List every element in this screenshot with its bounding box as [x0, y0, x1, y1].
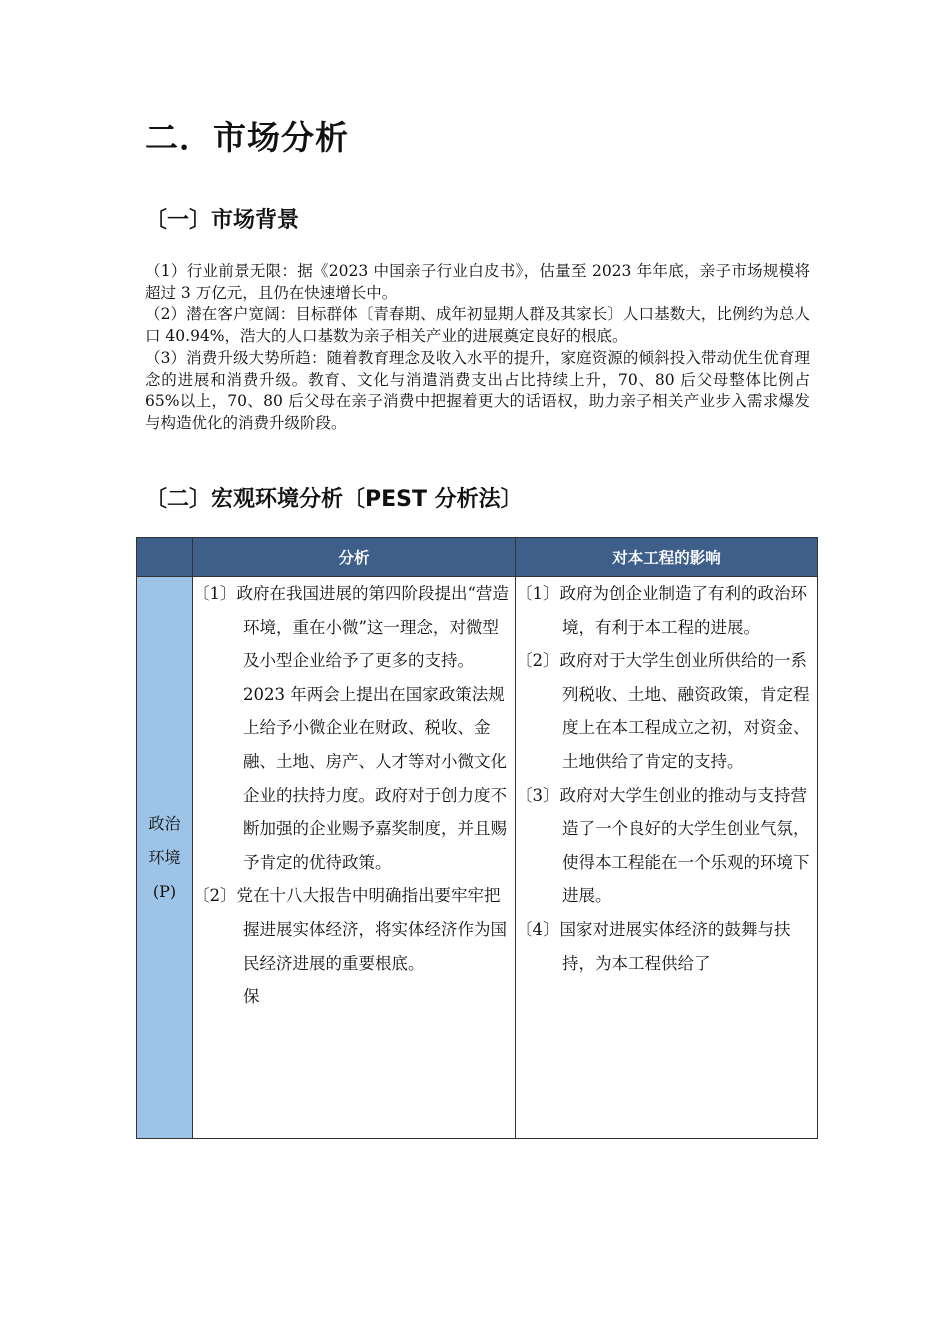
- market-background-body: [145, 261, 810, 435]
- row-label-political: [137, 577, 193, 1139]
- impact-item: 〔3〕政府对大学生创业的推动与支持营造了一个良好的大学生创业气氛，使得本工程能在一个乐观的环境下进展。: [516, 785, 810, 906]
- analysis-item: 保: [243, 987, 260, 1007]
- section-title: 二．市场分析: [145, 118, 349, 157]
- pest-table: [136, 537, 818, 1139]
- table-row: [137, 577, 818, 1139]
- impact-item: 〔4〕国家对进展实体经济的鼓舞与扶持，为本工程供给了: [516, 919, 791, 973]
- row-label-line: 环境: [148, 847, 181, 867]
- impact-cell: [516, 577, 818, 1139]
- header-analysis: 分析: [193, 538, 516, 577]
- paragraph-potential-customers: （2）潜在客户宽阔：目标群体〔青春期、成年初显期人群及其家长〕人口基数大，比例约为总人口 40.94%，浩大的人口基数为亲子相关产业的进展奠定良好的根底。: [145, 305, 810, 346]
- row-label-line: 政治: [148, 813, 181, 833]
- impact-item: 〔1〕政府为创企业制造了有利的政治环境，有利于本工程的进展。: [516, 584, 807, 637]
- header-impact: 对本工程的影响: [516, 538, 818, 577]
- row-label-line: (P): [152, 881, 177, 901]
- table-header-row: [137, 538, 818, 577]
- header-blank-cell: [137, 538, 193, 577]
- pest-analysis-heading: 〔二〕宏观环境分析〔PEST 分析法〕: [145, 487, 523, 512]
- paragraph-industry-outlook: （1）行业前景无限：据《2023 中国亲子行业白皮书》，估量至 2023 年年底，亲子市场规模将超过 3 万亿元，且仍在快速增长中。: [145, 262, 810, 302]
- analysis-cell: [193, 577, 516, 1139]
- analysis-item: 〔2〕党在十八大报告中明确指出要牢牢把握进展实体经济，将实体经济作为国民经济进展的重要根底。: [193, 886, 507, 973]
- analysis-item: 〔1〕政府在我国进展的第四阶段提出“营造环境，重在小微”这一理念，对微型及小型企业给予了更多的支持。2023 年两会上提出在国家政策法规上给予小微企业在财政、税收、金融、土地、房产、人才等对小微文化企业的扶持力度。政府对于创力度不断加强的企业赐予嘉奖制度，并且赐予肯定的优待政策。: [193, 584, 509, 872]
- paragraph-consumption-upgrade: （3）消费升级大势所趋：随着教育理念及收入水平的提升，家庭资源的倾斜投入带动优生优育理念的进展和消费升级。教育、文化与消遣消费支出占比持续上升，70、80 后父母整体比例占 65%以上，70、80 后父母在亲子消费中把握着更大的话语权，助力亲子相关产业步入需求爆发与构造优化的消费升级阶段。: [145, 348, 810, 432]
- market-background-heading: 〔一〕市场背景: [145, 208, 300, 233]
- impact-item: 〔2〕政府对于大学生创业所供给的一系列税收、土地、融资政策，肯定程度上在本工程成立之初，对资金、土地供给了肯定的支持。: [516, 651, 810, 771]
